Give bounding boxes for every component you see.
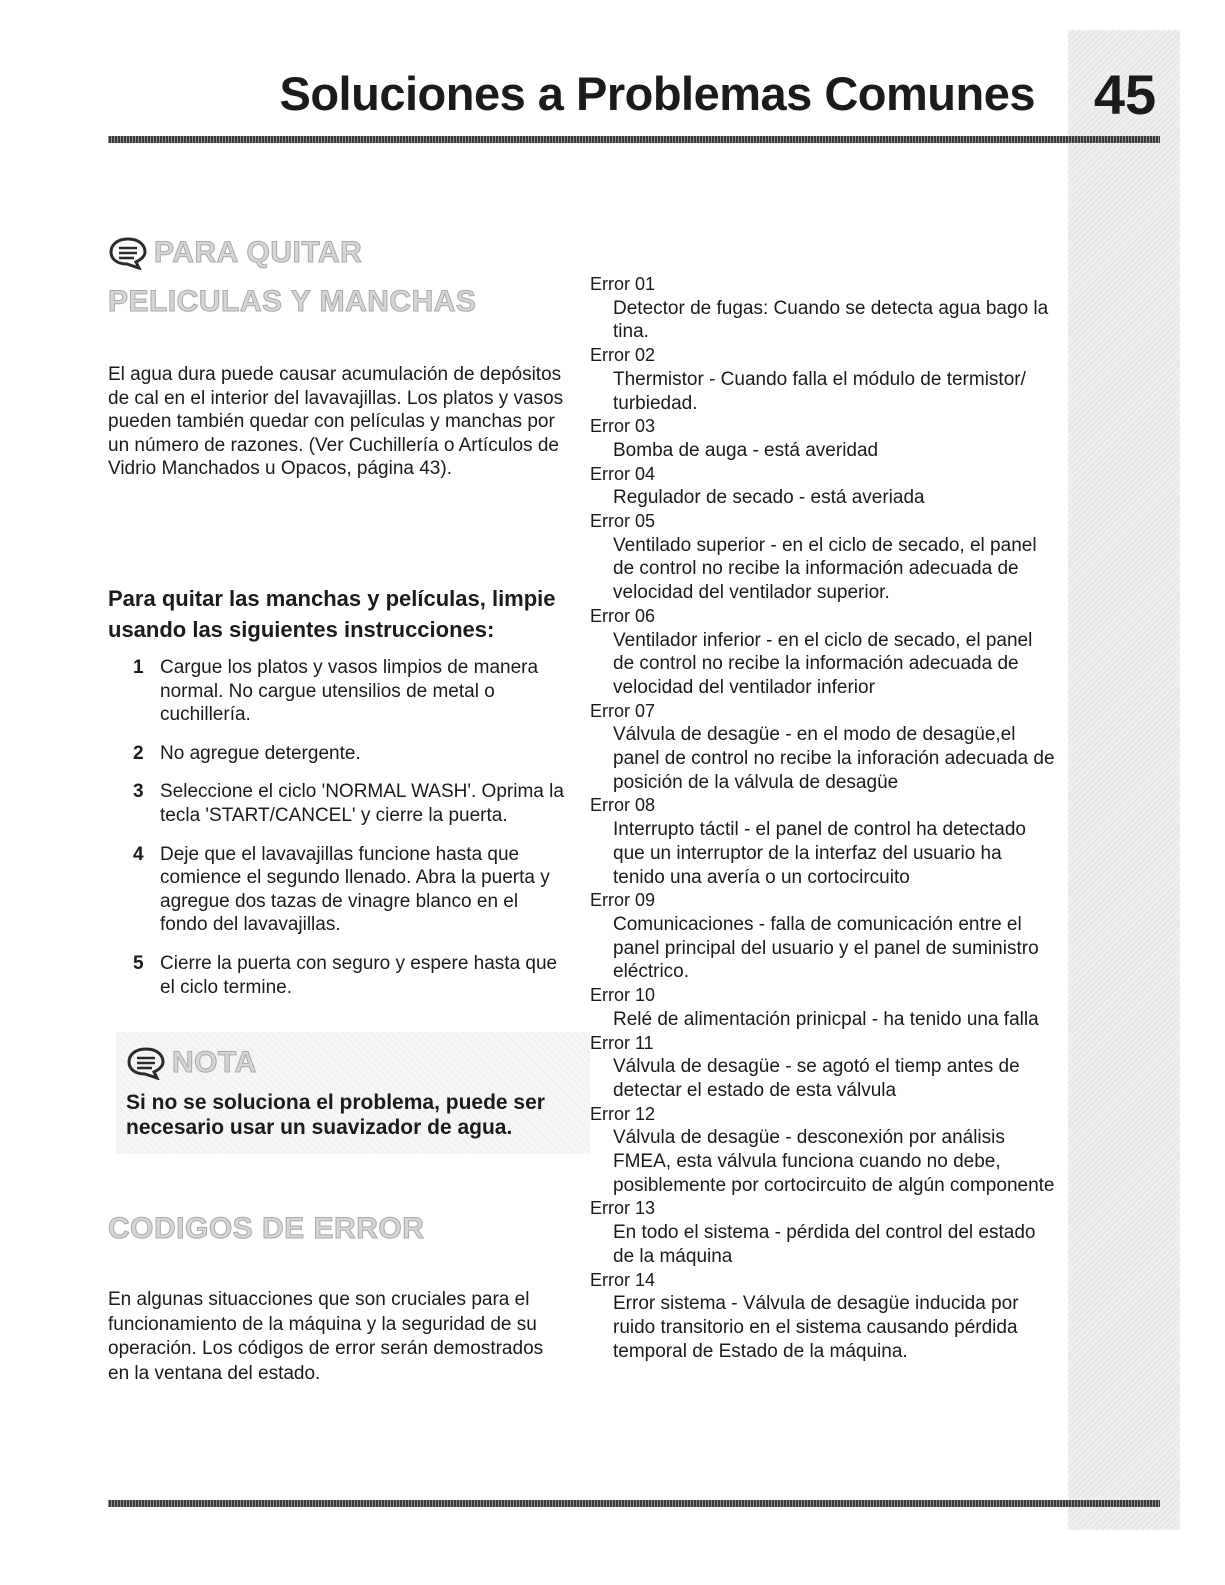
error-entry bbox=[590, 605, 1055, 700]
error-code: Error 01 bbox=[590, 274, 656, 294]
error-entry bbox=[590, 1103, 1055, 1198]
error-code: Error 02 bbox=[590, 345, 656, 366]
error-entry bbox=[590, 984, 1055, 1031]
note-text: Si no se soluciona el problema, puede ser necesario usar un suavizador de agua. bbox=[126, 1091, 545, 1140]
error-codes-intro: En algunas situacciones que son cruciales para el funcionamiento de la máquina y la seguridad de su operación. Los códigos de error serán demostrados en la ventana del estado. bbox=[108, 1289, 544, 1384]
error-entry bbox=[590, 510, 1055, 605]
step-number: 2 bbox=[133, 742, 144, 764]
footer-rule bbox=[108, 1500, 1160, 1507]
step-item bbox=[108, 742, 568, 766]
note-icon bbox=[126, 1046, 166, 1080]
error-entry bbox=[590, 273, 1055, 344]
error-code: Error 04 bbox=[590, 463, 656, 484]
left-column bbox=[108, 228, 568, 1386]
error-entry bbox=[590, 889, 1055, 984]
films-heading-line-1 bbox=[108, 228, 568, 277]
note-heading bbox=[126, 1042, 582, 1084]
error-entry bbox=[590, 344, 1055, 415]
note-icon bbox=[108, 236, 148, 270]
error-description: Ventilador inferior - en el ciclo de secado, el panel de control no recibe la información adecuada de velocidad del ventilador inferior bbox=[613, 629, 1033, 698]
films-heading bbox=[108, 228, 568, 326]
error-description: Válvula de desagüe - en el modo de desagüe,el panel de control no recibe la inforación adecuada de posición de la válvula de desagüe bbox=[613, 724, 1055, 793]
error-description: Bomba de auga - está averidad bbox=[613, 439, 879, 461]
error-code: Error 08 bbox=[590, 795, 656, 816]
step-item bbox=[108, 780, 568, 827]
error-description: En todo el sistema - pérdida del control del estado de la máquina bbox=[613, 1222, 1036, 1267]
error-entry bbox=[590, 700, 1055, 795]
error-entry bbox=[590, 1269, 1055, 1364]
step-number: 1 bbox=[133, 656, 144, 678]
note-box bbox=[116, 1032, 590, 1154]
error-entry bbox=[590, 415, 1055, 462]
page-tab-band bbox=[1068, 30, 1180, 1530]
step-number: 5 bbox=[133, 952, 144, 974]
error-entry bbox=[590, 1197, 1055, 1268]
films-heading-line-2: PELICULAS Y MANCHAS bbox=[108, 285, 477, 318]
error-code: Error 13 bbox=[590, 1198, 656, 1219]
error-codes-heading: CODIGOS DE ERROR bbox=[108, 1212, 425, 1246]
step-item bbox=[108, 952, 568, 999]
steps-list bbox=[108, 656, 568, 999]
error-code: Error 03 bbox=[590, 416, 656, 437]
error-description: Comunicaciones - falla de comunicación entre el panel principal del usuario y el panel de suministro eléctrico. bbox=[613, 913, 1039, 983]
step-number: 4 bbox=[133, 843, 144, 865]
error-description: Regulador de secado - está averiada bbox=[613, 487, 925, 509]
step-text: Deje que el lavavajillas funcione hasta que comience el segundo llenado. Abra la puerta y agregue dos tazas de vinagre blanco en el fondo del lavavajillas. bbox=[160, 843, 550, 936]
page-title: Soluciones a Problemas Comunes bbox=[279, 67, 1035, 120]
step-item bbox=[108, 843, 568, 937]
error-code: Error 11 bbox=[590, 1032, 654, 1053]
error-description: Válvula de desagüe - desconexión por análisis FMEA, esta válvula funciona cuando no debe, posiblemente por cortocircuito de algún componente bbox=[613, 1127, 1055, 1196]
error-description: Relé de alimentación prinicpal - ha tenido una falla bbox=[613, 1008, 1039, 1030]
page-number: 45 bbox=[1093, 63, 1157, 126]
error-entry bbox=[590, 794, 1055, 889]
step-number: 3 bbox=[133, 781, 144, 803]
right-column bbox=[590, 273, 1055, 1363]
error-list bbox=[590, 273, 1055, 1363]
error-description: Interrupto táctil - el panel de control ha detectado que un interruptor de la interfaz del usuario ha tenido una avería o un cortocircuito bbox=[613, 819, 1026, 888]
step-item bbox=[108, 656, 568, 727]
error-code: Error 10 bbox=[590, 985, 656, 1006]
error-code: Error 09 bbox=[590, 890, 656, 911]
note-heading-text: NOTA bbox=[172, 1046, 257, 1080]
films-heading-text-1: PARA QUITAR bbox=[154, 236, 363, 269]
step-text: Cierre la puerta con seguro y espere hasta que el ciclo termine. bbox=[160, 952, 558, 998]
error-description: Thermistor - Cuando falla el módulo de termistor/ turbiedad. bbox=[613, 368, 1026, 414]
error-code: Error 12 bbox=[590, 1103, 656, 1124]
header-rule bbox=[108, 136, 1160, 143]
error-code: Error 07 bbox=[590, 700, 656, 721]
films-intro: El agua dura puede causar acumulación de depósitos de cal en el interior del lavavajillas. Los platos y vasos pueden también quedar con películas y manchas por un número de razones. (Ver Cuchillería o Artículos de Vidrio Manchados u Opacos, página 43). bbox=[108, 364, 564, 480]
error-code: Error 05 bbox=[590, 511, 656, 532]
error-description: Error sistema - Válvula de desagüe inducida por ruido transitorio en el sistema causando pérdida temporal de Estado de la máquina. bbox=[613, 1293, 1019, 1362]
error-entry bbox=[590, 1032, 1055, 1103]
error-description: Válvula de desagüe - se agotó el tiemp antes de detectar el estado de esta válvula bbox=[613, 1056, 1020, 1101]
error-entry bbox=[590, 463, 1055, 510]
error-code: Error 06 bbox=[590, 605, 656, 626]
step-text: Cargue los platos y vasos limpios de manera normal. No cargue utensilios de metal o cuchillería. bbox=[160, 656, 539, 726]
step-text: No agregue detergente. bbox=[160, 742, 361, 764]
error-description: Detector de fugas: Cuando se detecta agua bago la tina. bbox=[613, 297, 1049, 343]
step-text: Seleccione el ciclo 'NORMAL WASH'. Oprima la tecla 'START/CANCEL' y cierre la puerta. bbox=[160, 781, 564, 826]
error-code: Error 14 bbox=[590, 1269, 656, 1290]
instructions-heading: Para quitar las manchas y películas, limpie usando las siguientes instrucciones: bbox=[108, 585, 556, 642]
error-description: Ventilado superior - en el ciclo de secado, el panel de control no recibe la información adecuada de velocidad del ventilador superior. bbox=[613, 534, 1037, 604]
